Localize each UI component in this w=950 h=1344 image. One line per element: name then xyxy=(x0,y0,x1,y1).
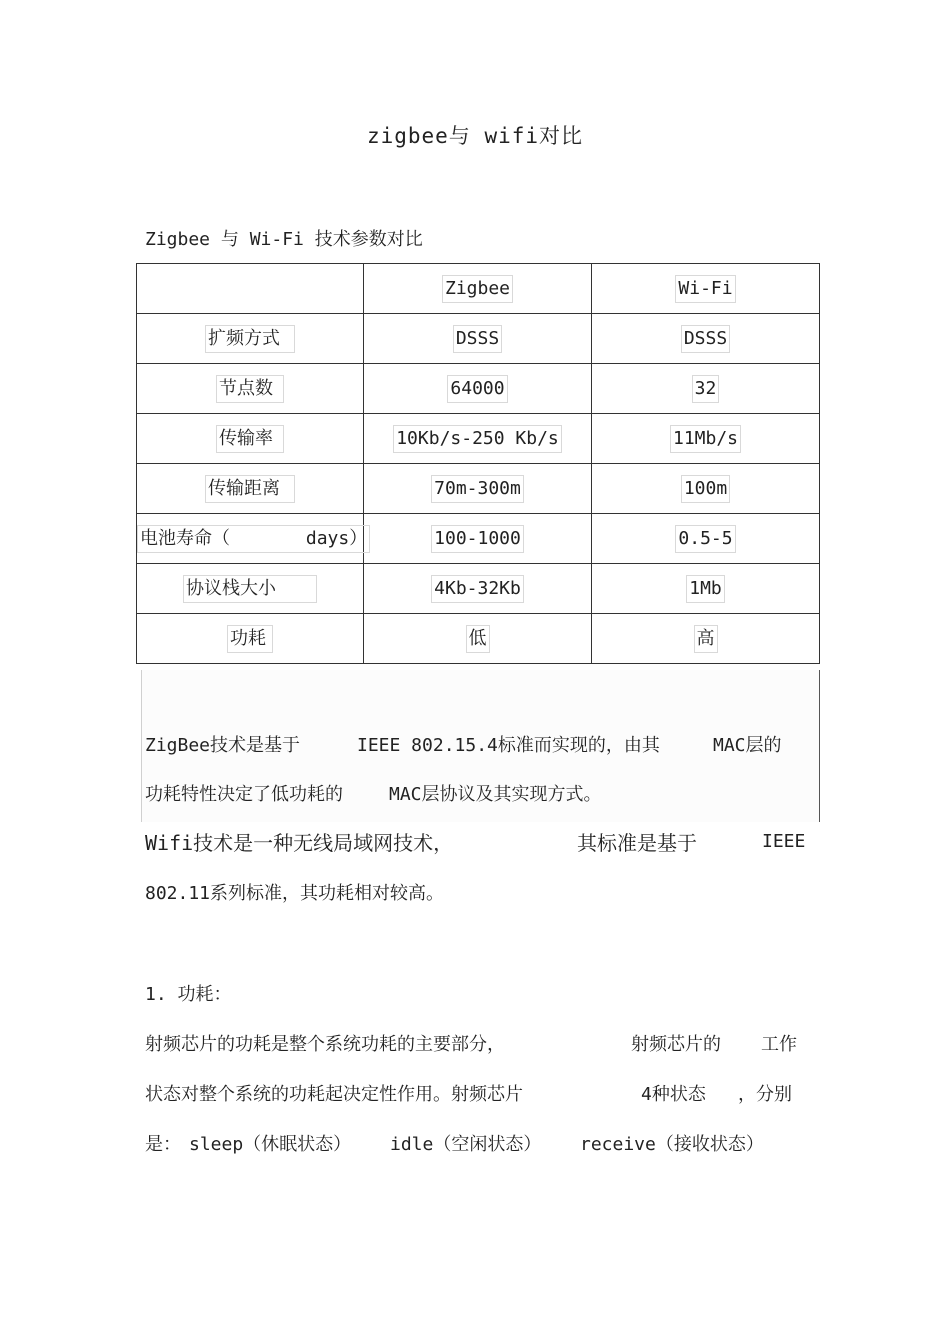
row-label: 电池寿命（ days） xyxy=(137,525,370,553)
zigbee-value: 4Kb-32Kb xyxy=(431,575,524,603)
zigbee-value-cell xyxy=(364,314,592,364)
zigbee-value-cell xyxy=(364,464,592,514)
wifi-value-cell xyxy=(592,614,820,664)
wifi-text-1a: Wifi技术是一种无线局域网技术， xyxy=(145,831,454,855)
wifi-text-2: 802.11系列标准，其功耗相对较高。 xyxy=(145,883,445,904)
document-title: zigbee与 wifi对比 xyxy=(366,124,584,148)
zigbee-value: 低 xyxy=(466,625,490,653)
zigbee-text-1a: ZigBee技术是基于 xyxy=(145,735,301,756)
zigbee-value: DSSS xyxy=(453,325,502,353)
body-text-1c: 工作 xyxy=(761,1034,797,1055)
header-cell-empty xyxy=(137,264,364,314)
row-label-cell xyxy=(137,614,364,664)
table-caption: Zigbee 与 Wi-Fi 技术参数对比 xyxy=(145,229,423,250)
wifi-value: 32 xyxy=(692,375,720,403)
body-text-1a: 射频芯片的功耗是整个系统功耗的主要部分， xyxy=(145,1034,505,1055)
row-label: 功耗 xyxy=(227,625,273,653)
table-row xyxy=(137,614,820,664)
section-heading: 1. 功耗： xyxy=(145,984,232,1005)
wifi-value: 高 xyxy=(694,625,718,653)
row-label-cell xyxy=(137,464,364,514)
row-label-cell xyxy=(137,364,364,414)
zigbee-text-2a: 功耗特性决定了低功耗的 xyxy=(145,784,343,805)
wifi-value-cell xyxy=(592,514,820,564)
row-label-cell xyxy=(137,414,364,464)
wifi-value: 11Mb/s xyxy=(670,425,741,453)
body-text-2c: ，分别 xyxy=(738,1084,792,1105)
body-text-1b: 射频芯片的 xyxy=(631,1034,721,1055)
zigbee-value: 70m-300m xyxy=(431,475,524,503)
header-label-zigbee: Zigbee xyxy=(442,275,513,303)
table-row xyxy=(137,364,820,414)
row-label: 节点数 xyxy=(216,375,284,403)
body-text-3d: receive（接收状态） xyxy=(580,1134,764,1155)
wifi-value: 0.5-5 xyxy=(675,525,735,553)
wifi-text-1c: IEEE xyxy=(762,831,806,852)
header-label-wifi: Wi-Fi xyxy=(675,275,735,303)
zigbee-value-cell xyxy=(364,364,592,414)
table-header-row xyxy=(137,264,820,314)
wifi-value-cell xyxy=(592,414,820,464)
row-label: 扩频方式 xyxy=(205,325,295,353)
table-row xyxy=(137,464,820,514)
zigbee-value-cell xyxy=(364,564,592,614)
header-cell-zigbee xyxy=(364,264,592,314)
wifi-value-cell xyxy=(592,564,820,614)
row-label: 传输距离 xyxy=(205,475,295,503)
body-text-2b: 4种状态 xyxy=(641,1084,706,1105)
body-text-3b: sleep（休眠状态） xyxy=(189,1134,352,1155)
comparison-table xyxy=(136,263,820,664)
row-label-cell xyxy=(137,514,368,564)
table-row xyxy=(137,314,820,364)
zigbee-value-cell xyxy=(364,614,592,664)
zigbee-text-1b: IEEE 802.15.4标准而实现的，由其 xyxy=(357,735,660,756)
zigbee-value-cell xyxy=(364,514,592,564)
row-label-cell xyxy=(137,314,364,364)
row-label: 传输率 xyxy=(216,425,284,453)
body-text-3c: idle（空闲状态） xyxy=(390,1134,542,1155)
header-cell-wifi xyxy=(592,264,820,314)
wifi-value: DSSS xyxy=(681,325,730,353)
wifi-value-cell xyxy=(592,364,820,414)
row-label-cell xyxy=(137,564,364,614)
wifi-value: 1Mb xyxy=(686,575,725,603)
zigbee-text-1c: MAC层的 xyxy=(713,735,782,756)
table-row xyxy=(137,414,820,464)
zigbee-value: 100-1000 xyxy=(431,525,524,553)
zigbee-text-2b: MAC层协议及其实现方式。 xyxy=(389,784,602,805)
wifi-value: 100m xyxy=(681,475,730,503)
body-text-3a: 是： xyxy=(145,1134,181,1155)
table-row xyxy=(137,564,820,614)
body-text-2a: 状态对整个系统的功耗起决定性作用。射频芯片 xyxy=(145,1084,523,1105)
wifi-value-cell xyxy=(592,464,820,514)
zigbee-value: 64000 xyxy=(447,375,507,403)
zigbee-value-cell xyxy=(364,414,592,464)
wifi-text-1b: 其标准是基于 xyxy=(577,831,697,855)
row-label: 协议栈大小 xyxy=(183,575,317,603)
zigbee-value: 10Kb/s-250 Kb/s xyxy=(393,425,562,453)
table-row xyxy=(137,514,820,564)
wifi-value-cell xyxy=(592,314,820,364)
